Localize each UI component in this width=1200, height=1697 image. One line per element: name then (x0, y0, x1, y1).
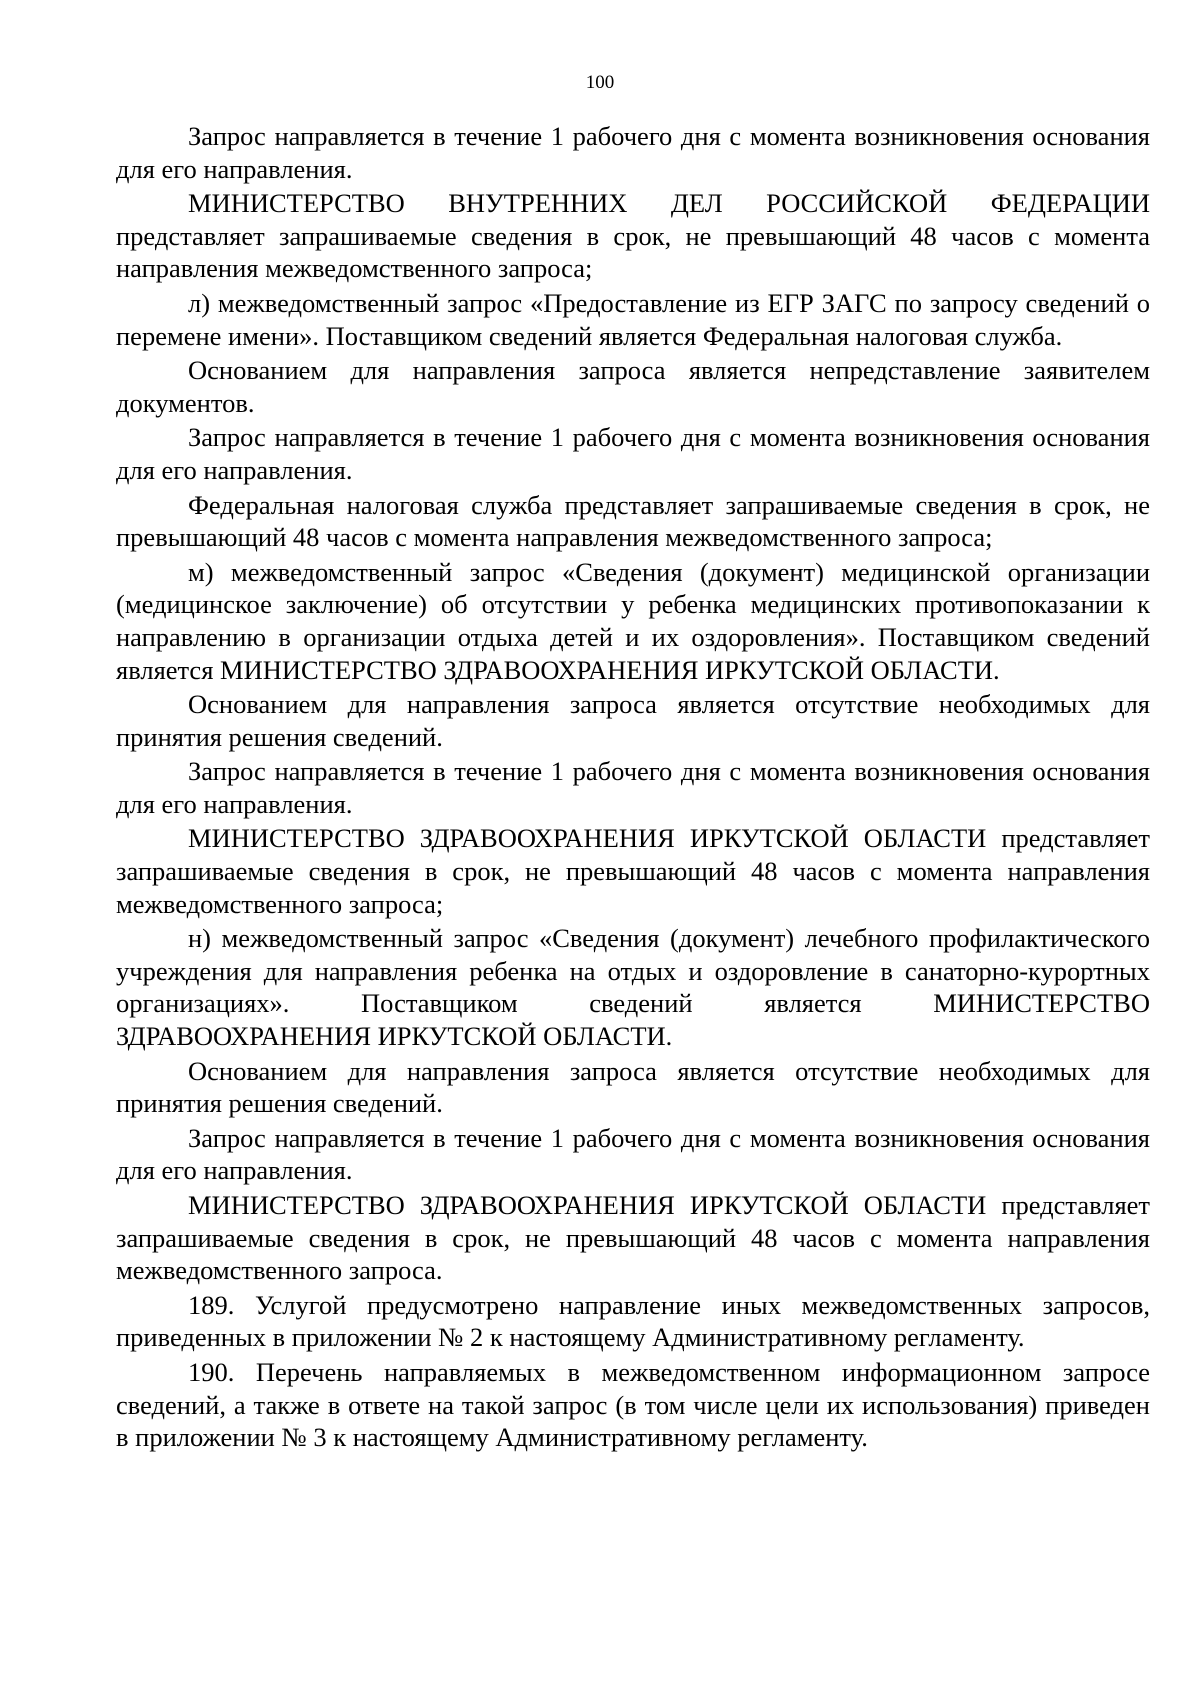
paragraph: н) межведомственный запрос «Сведения (документ) лечебного профилактического учреждения для направления ребенка на отдых и оздоровление в санаторно-курортных организациях». Поставщиком сведений является МИНИСТЕРСТВО ЗДРАВООХРАНЕНИЯ ИРКУТСКОЙ ОБЛАСТИ. (116, 923, 1150, 1052)
paragraph: МИНИСТЕРСТВО ВНУТРЕННИХ ДЕЛ РОССИЙСКОЙ ФЕДЕРАЦИИ представляет запрашиваемые сведения в срок, не превышающий 48 часов с момента направления межведомственного запроса; (116, 188, 1150, 284)
paragraph: Основанием для направления запроса является непредставление заявителем документов. (116, 355, 1150, 418)
paragraph: 189. Услугой предусмотрено направление иных межведомственных запросов, приведенных в приложении № 2 к настоящему Административному регламенту. (116, 1289, 1150, 1353)
paragraph: МИНИСТЕРСТВО ЗДРАВООХРАНЕНИЯ ИРКУТСКОЙ ОБЛАСТИ представляет запрашиваемые сведения в срок, не превышающий 48 часов с момента направления межведомственного запроса; (116, 823, 1150, 919)
paragraph: Основанием для направления запроса является отсутствие необходимых для принятия решения сведений. (116, 1055, 1150, 1119)
paragraph: МИНИСТЕРСТВО ЗДРАВООХРАНЕНИЯ ИРКУТСКОЙ ОБЛАСТИ представляет запрашиваемые сведения в срок, не превышающий 48 часов с момента направления межведомственного запроса. (116, 1190, 1150, 1286)
paragraph: Основанием для направления запроса является отсутствие необходимых для принятия решения сведений. (116, 689, 1150, 752)
page-number: 100 (585, 72, 615, 93)
paragraph: Запрос направляется в течение 1 рабочего дня с момента возникновения основания для его направления. (116, 1122, 1150, 1186)
paragraph: Запрос направляется в течение 1 рабочего дня с момента возникновения основания для его направления. (116, 121, 1150, 184)
paragraph: Запрос направляется в течение 1 рабочего дня с момента возникновения основания для его направления. (116, 756, 1150, 819)
paragraph: л) межведомственный запрос «Предоставление из ЕГР ЗАГС по запросу сведений о перемене имени». Поставщиком сведений является Федеральная налоговая служба. (116, 287, 1150, 351)
paragraph: м) межведомственный запрос «Сведения (документ) медицинской организации (медицинское заключение) об отсутствии у ребенка медицинских противопоказании к направлению в организации отдыха детей и их оздоровления». Поставщиком сведений является МИНИСТЕРСТВО ЗДРАВООХРАНЕНИЯ ИРКУТСКОЙ ОБЛАСТИ. (116, 556, 1150, 685)
document-body (116, 120, 1150, 1456)
paragraph: Федеральная налоговая служба представляет запрашиваемые сведения в срок, не превышающий 48 часов с момента направления межведомственного запроса; (116, 489, 1150, 553)
paragraph: 190. Перечень направляемых в межведомственном информационном запросе сведений, а также в ответе на такой запрос (в том числе цели их использования) приведен в приложении № 3 к настоящему Административному регламенту. (116, 1356, 1150, 1453)
paragraph: Запрос направляется в течение 1 рабочего дня с момента возникновения основания для его направления. (116, 422, 1150, 485)
